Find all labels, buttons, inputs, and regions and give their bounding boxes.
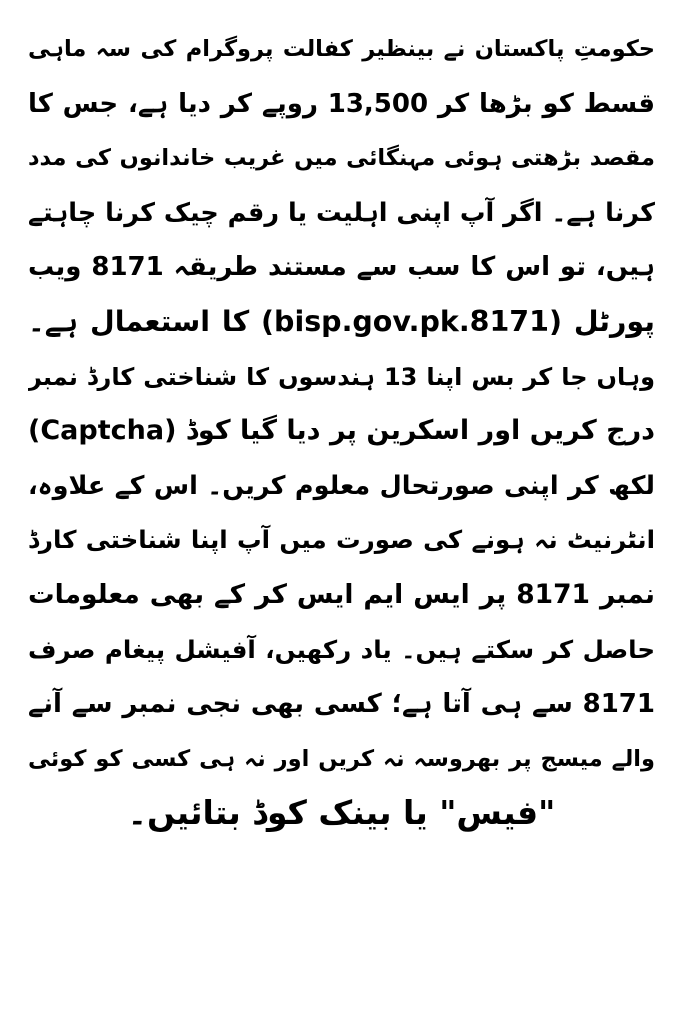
text-line-2: قسط کو بڑھا کر 13,500 روپے کر دیا ہے، جس کا [28, 88, 655, 119]
text-line-14: والے میسج پر بھروسہ نہ کریں اور نہ ہی کسی کو کوئی [28, 745, 655, 772]
urdu-paragraph [28, 22, 655, 841]
text-line-1: حکومتِ پاکستان نے بینظیر کفالت پروگرام کی سہ ماہی [28, 36, 655, 62]
text-line-15: "فیس" یا بینک کوڈ بتائیں۔ [127, 793, 556, 833]
text-line-4: کرنا ہے۔ اگر آپ اپنی اہلیت یا رقم چیک کرنا چاہتے [28, 197, 655, 228]
text-line-5: ہیں، تو اس کا سب سے مستند طریقہ 8171 ویب [28, 252, 655, 283]
text-line-11: نمبر 8171 پر ایس ایم ایس کر کے بھی معلومات [28, 578, 655, 610]
text-line-10: انٹرنیٹ نہ ہونے کی صورت میں آپ اپنا شناختی کارڈ [28, 525, 655, 555]
text-line-9: لکھ کر اپنی صورتحال معلوم کریں۔ اس کے علاوہ، [28, 470, 655, 501]
text-line-6: پورٹل (bisp.gov.pk.8171) کا استعمال ہے۔ [28, 304, 655, 338]
text-line-13: 8171 سے ہی آتا ہے؛ کسی بھی نجی نمبر سے آنے [28, 689, 655, 720]
text-line-8: درج کریں اور اسکرین پر دیا گیا کوڈ (Captcha) [28, 415, 655, 447]
text-line-3: مقصد بڑھتی ہوئی مہنگائی میں غریب خاندانوں کی مدد [28, 145, 655, 172]
text-line-12: حاصل کر سکتے ہیں۔ یاد رکھیں، آفیشل پیغام صرف [28, 634, 655, 664]
text-line-7: وہاں جا کر بس اپنا 13 ہندسوں کا شناختی کارڈ نمبر [28, 362, 655, 391]
